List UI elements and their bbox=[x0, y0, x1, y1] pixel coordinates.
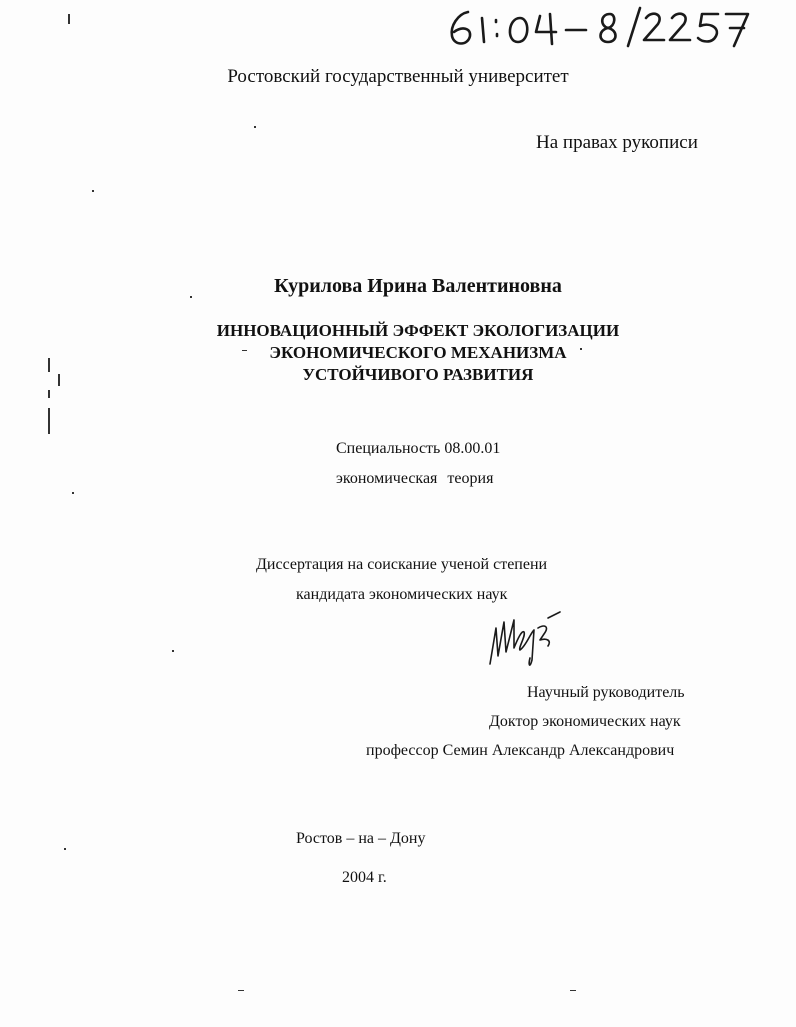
scan-speck bbox=[172, 650, 174, 652]
author-name: Курилова Ирина Валентиновна bbox=[274, 275, 562, 297]
supervisor-name: профессор Семин Александр Александрович bbox=[366, 742, 675, 759]
specialty-code: Специальность 08.00.01 bbox=[336, 440, 501, 457]
scan-speck bbox=[48, 390, 50, 398]
university-name: Ростовский государственный университет bbox=[227, 66, 569, 87]
title-line: УСТОЙЧИВОГО РАЗВИТИЯ bbox=[302, 365, 534, 384]
manuscript-rights-note: На правах рукописи bbox=[536, 132, 698, 153]
scan-speck bbox=[48, 408, 50, 434]
supervisor-role: Научный руководитель bbox=[527, 684, 685, 701]
supervisor-degree: Доктор экономических наук bbox=[489, 713, 681, 730]
handwritten-catalogue-number bbox=[440, 2, 760, 50]
city: Ростов – на – Дону bbox=[296, 830, 426, 847]
scan-speck bbox=[72, 492, 74, 494]
degree-statement-line: кандидата экономических наук bbox=[296, 586, 508, 603]
title-line: ЭКОНОМИЧЕСКОГО МЕХАНИЗМА bbox=[269, 343, 567, 362]
scan-speck bbox=[58, 374, 60, 386]
scan-speck bbox=[254, 126, 256, 128]
scan-speck bbox=[242, 350, 247, 351]
scan-speck bbox=[48, 358, 50, 372]
scan-speck bbox=[68, 14, 70, 24]
dissertation-title bbox=[0, 320, 796, 386]
year: 2004 г. bbox=[342, 869, 387, 886]
scan-speck bbox=[64, 848, 66, 850]
scan-speck bbox=[190, 296, 192, 298]
specialty-field: экономическая теория bbox=[336, 470, 494, 487]
signature bbox=[484, 608, 564, 670]
scan-speck bbox=[238, 990, 244, 991]
scan-speck bbox=[580, 348, 582, 350]
scan-speck bbox=[570, 990, 576, 991]
title-line: ИННОВАЦИОННЫЙ ЭФФЕКТ ЭКОЛОГИЗАЦИИ bbox=[216, 321, 620, 340]
scan-speck bbox=[92, 190, 94, 192]
degree-statement-line: Диссертация на соискание ученой степени bbox=[256, 556, 548, 573]
